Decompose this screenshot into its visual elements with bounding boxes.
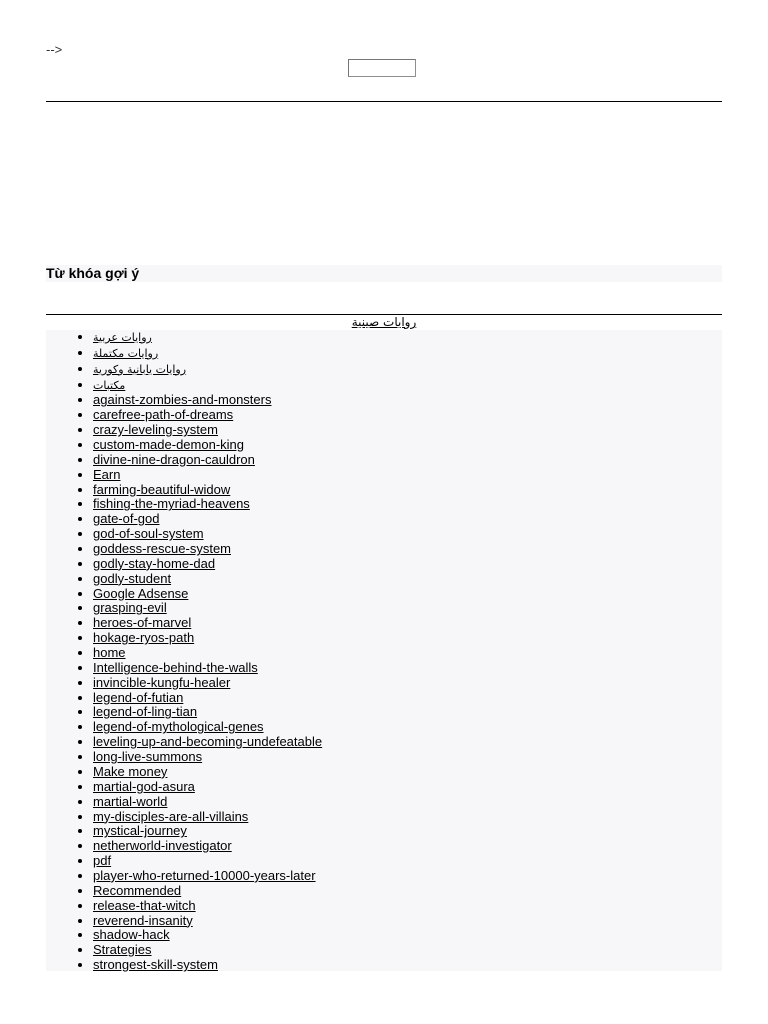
- list-item: [93, 839, 722, 854]
- list-item: [93, 958, 722, 973]
- tag-link[interactable]: home: [93, 645, 126, 661]
- list-item: [93, 497, 722, 512]
- keywords-header: [46, 265, 722, 282]
- list-item: [93, 616, 722, 631]
- list-item: [93, 691, 722, 706]
- list-item: [93, 914, 722, 929]
- list-item: [93, 661, 722, 676]
- tag-link[interactable]: روايات يابانية وكورية: [93, 362, 187, 376]
- tag-link[interactable]: Earn: [93, 466, 121, 482]
- list-item: [93, 720, 722, 735]
- list-item: [93, 512, 722, 527]
- list-item: [93, 750, 722, 765]
- list-item: [93, 346, 722, 362]
- tag-link[interactable]: روايات عربية: [93, 331, 152, 344]
- tag-link[interactable]: روايات مكتملة: [93, 346, 159, 360]
- list-item: [93, 810, 722, 825]
- tag-link[interactable]: heroes-of-marvel: [93, 615, 192, 631]
- tag-link[interactable]: pdf: [93, 853, 112, 869]
- list-item: [93, 646, 722, 661]
- list-item: [93, 824, 722, 839]
- tag-link[interactable]: martial-world: [93, 793, 168, 809]
- tag-link[interactable]: fishing-the-myriad-heavens: [93, 496, 250, 512]
- tag-link[interactable]: grasping-evil: [93, 600, 167, 616]
- tag-link[interactable]: legend-of-ling-tian: [93, 704, 198, 720]
- list-item: [93, 423, 722, 438]
- list-item: [93, 408, 722, 423]
- list-item: [93, 676, 722, 691]
- tag-link[interactable]: long-live-summons: [93, 749, 203, 765]
- tag-link[interactable]: leveling-up-and-becoming-undefeatable: [93, 734, 323, 750]
- tag-link[interactable]: invincible-kungfu-healer: [93, 674, 231, 690]
- list-item: [93, 587, 722, 602]
- tag-link[interactable]: godly-student: [93, 570, 172, 586]
- list-item: [93, 557, 722, 572]
- list-item: [93, 572, 722, 587]
- tag-link[interactable]: god-of-soul-system: [93, 526, 204, 542]
- tag-link[interactable]: shadow-hack: [93, 927, 170, 943]
- tag-link[interactable]: farming-beautiful-widow: [93, 481, 231, 497]
- list-item: [93, 468, 722, 483]
- list-item: [93, 483, 722, 498]
- list-item: [93, 705, 722, 720]
- tag-link[interactable]: reverend-insanity: [93, 912, 193, 928]
- tag-link[interactable]: Make money: [93, 763, 168, 779]
- tag-link[interactable]: Recommended: [93, 882, 182, 898]
- list-item: [93, 601, 722, 616]
- list-item: [93, 735, 722, 750]
- list-item: [93, 869, 722, 884]
- list-item: [93, 393, 722, 408]
- list-item: [93, 527, 722, 542]
- featured-link-row: [46, 315, 722, 330]
- search-input[interactable]: [348, 59, 416, 77]
- tag-list-panel: [46, 330, 722, 971]
- tag-link[interactable]: goddess-rescue-system: [93, 541, 231, 557]
- tag-link[interactable]: crazy-leveling-system: [93, 422, 218, 438]
- tag-link[interactable]: my-disciples-are-all-villains: [93, 808, 249, 824]
- tag-link[interactable]: player-who-returned-10000-years-later: [93, 867, 316, 883]
- list-item: [93, 884, 722, 899]
- tag-link[interactable]: divine-nine-dragon-cauldron: [93, 451, 255, 467]
- list-item: [93, 943, 722, 958]
- list-item: [93, 453, 722, 468]
- list-item: [93, 928, 722, 943]
- tag-link[interactable]: Google Adsense: [93, 585, 189, 601]
- tag-link[interactable]: against-zombies-and-monsters: [93, 392, 272, 408]
- list-item: [93, 438, 722, 453]
- list-item: [93, 362, 722, 378]
- tag-link[interactable]: legend-of-futian: [93, 689, 184, 705]
- tag-link[interactable]: gate-of-god: [93, 511, 160, 527]
- tag-link[interactable]: release-that-witch: [93, 897, 196, 913]
- tag-link[interactable]: custom-made-demon-king: [93, 437, 245, 453]
- list-item: [93, 378, 722, 394]
- keywords-title: Từ khóa gợi ý: [46, 265, 140, 281]
- list-item: [93, 854, 722, 869]
- tag-link[interactable]: carefree-path-of-dreams: [93, 407, 234, 423]
- tag-link[interactable]: strongest-skill-system: [93, 957, 218, 973]
- tag-link[interactable]: martial-god-asura: [93, 778, 195, 794]
- list-item: [93, 330, 722, 346]
- tag-link[interactable]: godly-stay-home-dad: [93, 555, 216, 571]
- list-item: [93, 542, 722, 557]
- tag-link[interactable]: Intelligence-behind-the-walls: [93, 659, 258, 675]
- tag-link[interactable]: legend-of-mythological-genes: [93, 719, 264, 735]
- stray-comment-text: -->: [46, 42, 63, 57]
- list-item: [93, 899, 722, 914]
- top-divider: [46, 101, 722, 102]
- tag-link[interactable]: مكتبات: [93, 378, 126, 392]
- list-item: [93, 780, 722, 795]
- list-item: [93, 795, 722, 810]
- tag-list: [46, 330, 722, 973]
- tag-link[interactable]: Strategies: [93, 942, 152, 958]
- tag-link[interactable]: hokage-ryos-path: [93, 630, 195, 646]
- list-item: [93, 631, 722, 646]
- featured-tag-link[interactable]: روايات صينية: [351, 315, 417, 329]
- tag-link[interactable]: mystical-journey: [93, 823, 187, 839]
- tag-link[interactable]: netherworld-investigator: [93, 838, 232, 854]
- list-item: [93, 765, 722, 780]
